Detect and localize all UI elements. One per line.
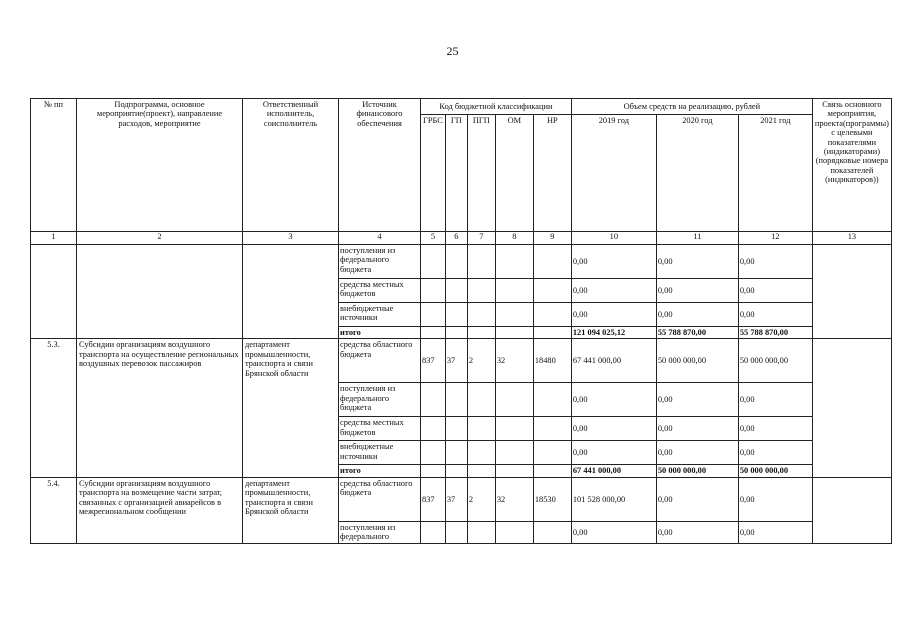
cell-gp: 37 xyxy=(445,339,467,383)
cell-source: итого xyxy=(339,327,421,339)
column-number: 1 xyxy=(31,232,77,245)
cell-2019: 0,00 xyxy=(571,383,656,417)
column-number: 11 xyxy=(656,232,738,245)
column-number: 10 xyxy=(571,232,656,245)
cell-2020: 0,00 xyxy=(656,383,738,417)
column-number: 8 xyxy=(495,232,533,245)
cell-2021: 0,00 xyxy=(738,417,812,441)
cell-2019: 101 528 000,00 xyxy=(571,477,656,521)
cell-2021: 0,00 xyxy=(738,441,812,465)
table-row xyxy=(31,339,892,383)
cell-source: средства местных бюджетов xyxy=(339,279,421,303)
header-executor: Ответственный исполнитель, соисполнитель xyxy=(243,99,339,232)
cell-2019: 0,00 xyxy=(571,417,656,441)
column-number: 9 xyxy=(533,232,571,245)
cell-source: средства местных бюджетов xyxy=(339,417,421,441)
cell-2021: 0,00 xyxy=(738,303,812,327)
cell-source: средства областного бюджета xyxy=(339,339,421,383)
column-number: 13 xyxy=(812,232,891,245)
cell-2019: 0,00 xyxy=(571,303,656,327)
column-numbers-row xyxy=(31,232,892,245)
column-number: 2 xyxy=(77,232,243,245)
cell-om: 32 xyxy=(495,339,533,383)
header-program: Подпрограмма, основное мероприятие(проект), направление расходов, мероприятие xyxy=(77,99,243,232)
cell-2020: 0,00 xyxy=(656,279,738,303)
cell-2021: 0,00 xyxy=(738,477,812,521)
header-source: Источник финансового обеспечения xyxy=(339,99,421,232)
column-number: 12 xyxy=(738,232,812,245)
cell-no: 5.4. xyxy=(31,477,77,543)
cell-2021: 0,00 xyxy=(738,245,812,279)
cell-2019: 67 441 000,00 xyxy=(571,465,656,477)
cell-link xyxy=(812,245,891,339)
cell-2020: 0,00 xyxy=(656,417,738,441)
cell-gp: 37 xyxy=(445,477,467,521)
header-funds-group: Объем средств на реализацию, рублей xyxy=(571,99,812,115)
cell-2020: 55 788 870,00 xyxy=(656,327,738,339)
header-codes-group: Код бюджетной классификации xyxy=(421,99,572,115)
cell-2020: 0,00 xyxy=(656,441,738,465)
column-number: 5 xyxy=(421,232,446,245)
cell-source: поступления из федерального бюджета xyxy=(339,383,421,417)
cell-2019: 0,00 xyxy=(571,245,656,279)
column-number: 3 xyxy=(243,232,339,245)
cell-2020: 50 000 000,00 xyxy=(656,465,738,477)
table-row xyxy=(31,245,892,279)
cell-pgp: 2 xyxy=(467,477,495,521)
header-2020: 2020 год xyxy=(656,115,738,232)
cell-source: поступления из федерального xyxy=(339,521,421,543)
header-grbs: ГРБС xyxy=(421,115,446,232)
cell-source: внебюджетные источники xyxy=(339,441,421,465)
cell-2021: 55 788 870,00 xyxy=(738,327,812,339)
cell-om: 32 xyxy=(495,477,533,521)
table-row xyxy=(31,477,892,521)
cell-2020: 0,00 xyxy=(656,245,738,279)
header-2019: 2019 год xyxy=(571,115,656,232)
header-no: № пп xyxy=(31,99,77,232)
cell-2020: 0,00 xyxy=(656,477,738,521)
budget-table xyxy=(30,98,892,544)
header-row-1 xyxy=(31,99,892,115)
cell-program xyxy=(77,245,243,339)
cell-source: итого xyxy=(339,465,421,477)
cell-2019: 0,00 xyxy=(571,521,656,543)
cell-2021: 0,00 xyxy=(738,521,812,543)
cell-source: внебюджетные источники xyxy=(339,303,421,327)
cell-grbs: 837 xyxy=(421,339,446,383)
cell-program: Субсидии организациям воздушного транспорта на возмещение части затрат, связанных с организацией авиарейсов в межрегиональном сообщении xyxy=(77,477,243,543)
header-pgp: ПГП xyxy=(467,115,495,232)
cell-2021: 0,00 xyxy=(738,383,812,417)
cell-2021: 0,00 xyxy=(738,279,812,303)
column-number: 6 xyxy=(445,232,467,245)
cell-np: 18480 xyxy=(533,339,571,383)
cell-2020: 0,00 xyxy=(656,521,738,543)
page-number: 25 xyxy=(446,44,459,58)
cell-2021: 50 000 000,00 xyxy=(738,465,812,477)
cell-no: 5.3. xyxy=(31,339,77,477)
cell-2020: 0,00 xyxy=(656,303,738,327)
cell-2019: 121 094 025,12 xyxy=(571,327,656,339)
header-link: Связь основного мероприятия, проекта(программы) с целевыми показателями (индикаторами) (порядковые номера показателей (индикаторов)) xyxy=(812,99,891,232)
cell-link xyxy=(812,477,891,543)
cell-source: поступления из федерального бюджета xyxy=(339,245,421,279)
header-np: НР xyxy=(533,115,571,232)
cell-grbs: 837 xyxy=(421,477,446,521)
cell-executor xyxy=(243,245,339,339)
cell-pgp: 2 xyxy=(467,339,495,383)
cell-2021: 50 000 000,00 xyxy=(738,339,812,383)
cell-2020: 50 000 000,00 xyxy=(656,339,738,383)
cell-no xyxy=(31,245,77,339)
column-number: 7 xyxy=(467,232,495,245)
header-gp: ГП xyxy=(445,115,467,232)
cell-executor: департамент промышленности, транспорта и связи Брянской области xyxy=(243,477,339,543)
column-number: 4 xyxy=(339,232,421,245)
cell-program: Субсидии организациям воздушного транспорта на осуществление региональных воздушных перевозок пассажиров xyxy=(77,339,243,477)
cell-2019: 0,00 xyxy=(571,279,656,303)
cell-2019: 67 441 000,00 xyxy=(571,339,656,383)
header-2021: 2021 год xyxy=(738,115,812,232)
cell-source: средства областного бюджета xyxy=(339,477,421,521)
cell-np: 18530 xyxy=(533,477,571,521)
header-om: ОМ xyxy=(495,115,533,232)
cell-2019: 0,00 xyxy=(571,441,656,465)
cell-executor: департамент промышленности, транспорта и связи Брянской области xyxy=(243,339,339,477)
cell-link xyxy=(812,339,891,477)
